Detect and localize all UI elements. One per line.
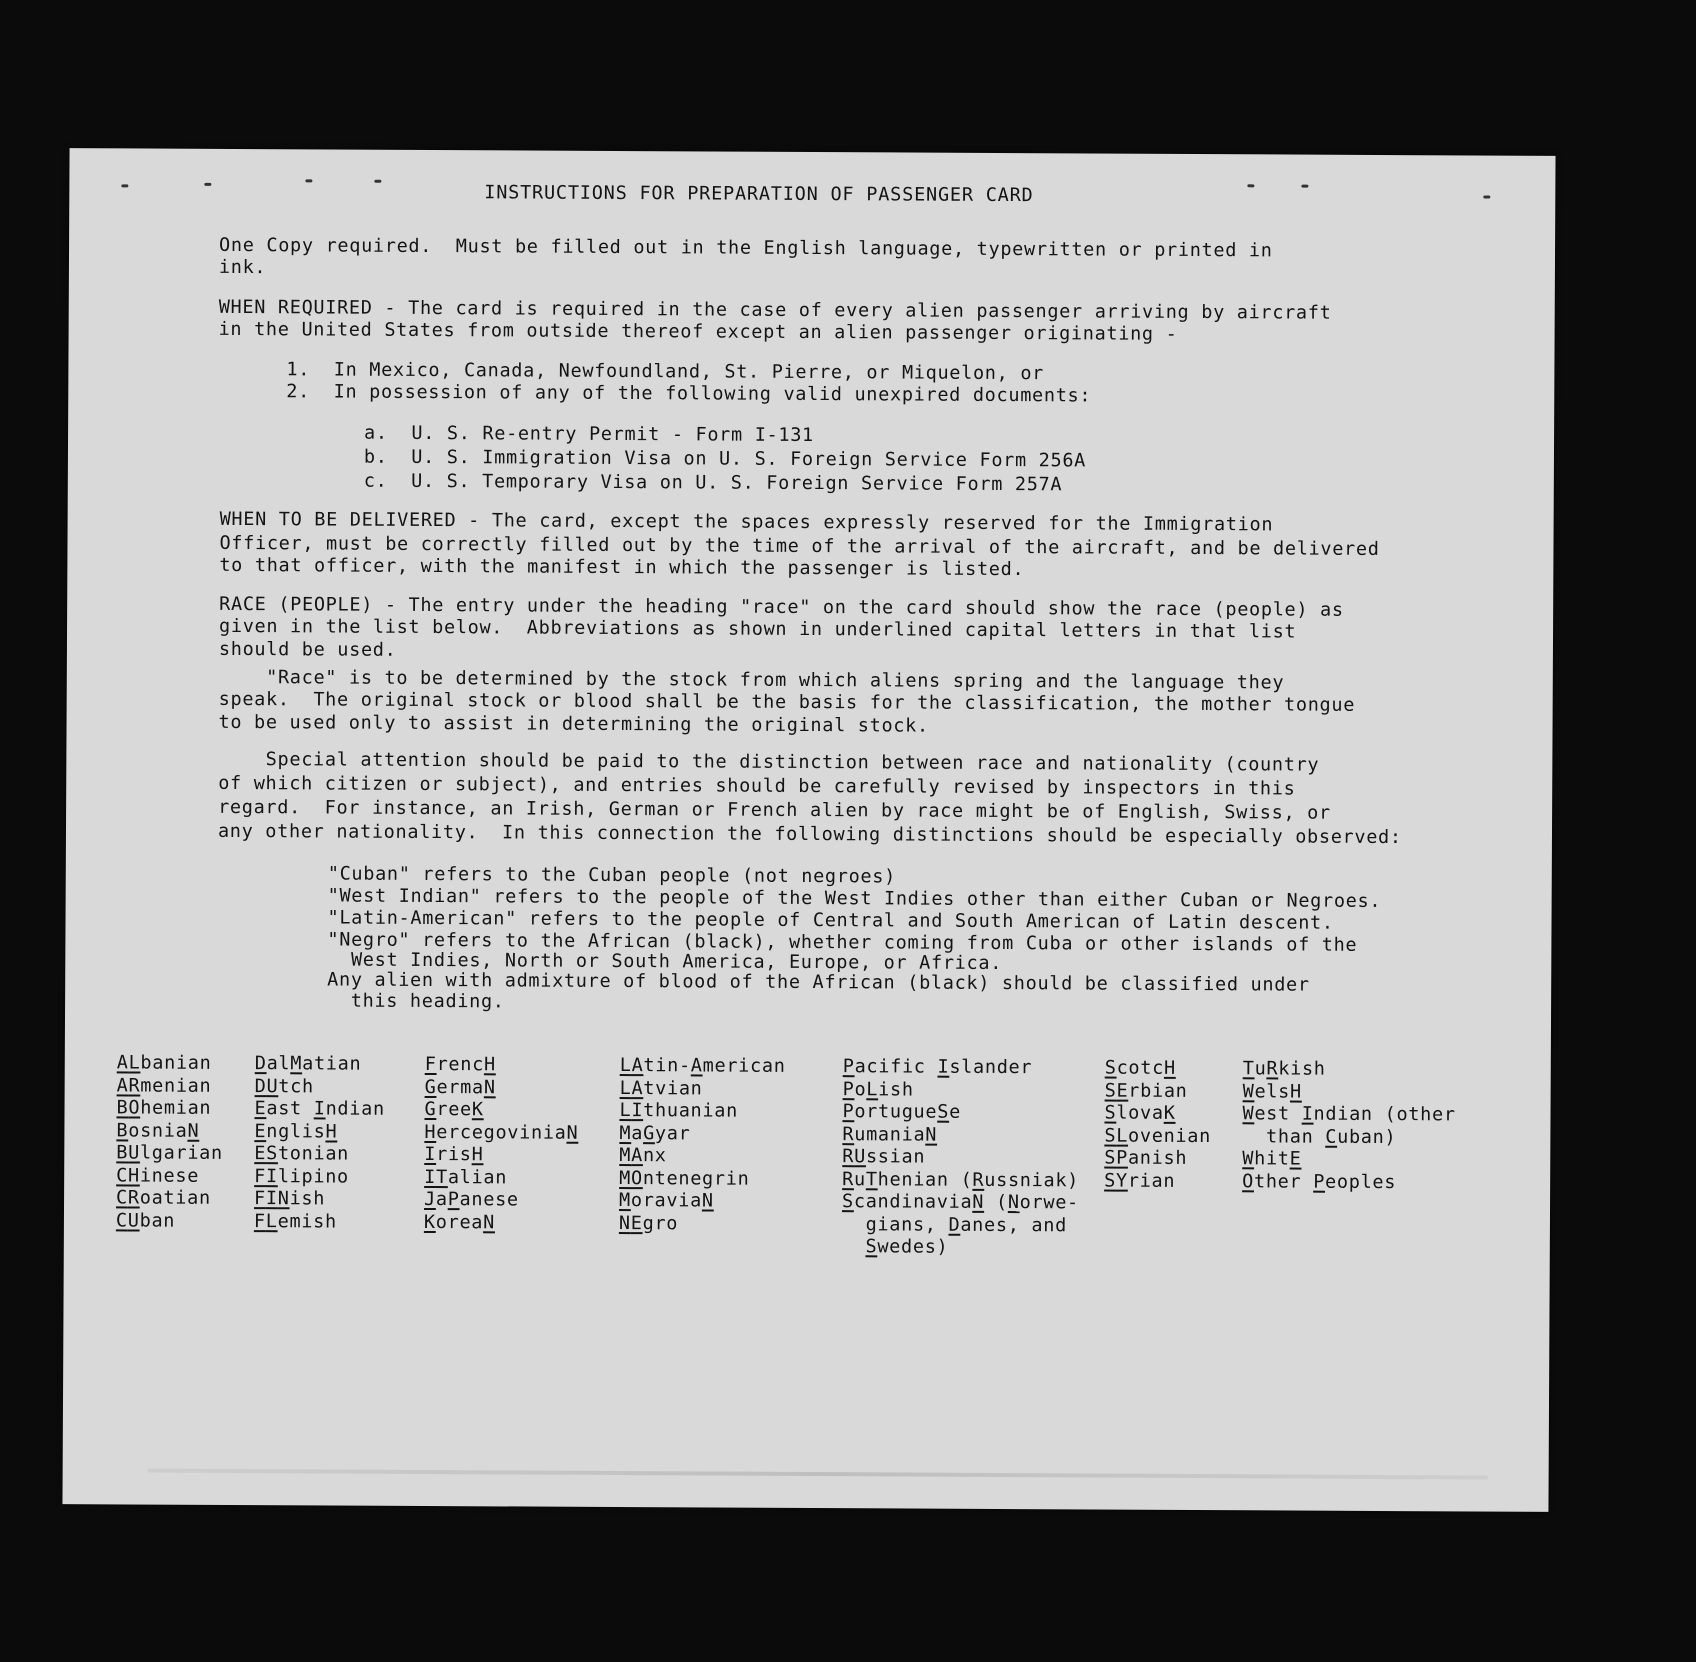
special-attention-line: Special attention should be paid to the distinction between race and nationality (country xyxy=(218,748,1320,776)
race-entry: WhitE xyxy=(1242,1148,1302,1170)
race-entry: FLemish xyxy=(253,1210,337,1233)
special-attention-line: of which citizen or subject), and entries should be carefully revised by inspectors in this xyxy=(218,772,1296,800)
race-entry: ITalian xyxy=(424,1166,508,1188)
race-entry: gians, Danes, and xyxy=(865,1213,1068,1236)
when-required-line: in the United States from outside thereof except an alien passenger originating - xyxy=(218,318,1178,345)
when-delivered-line: Officer, must be correctly filled out by the time of the arrival of the aircraft, and be delivered xyxy=(219,532,1380,560)
race-entry: ScandinaviaN (Norwe- xyxy=(841,1191,1079,1214)
document-page xyxy=(62,148,1555,1512)
race-entry: MoraviaN xyxy=(619,1190,714,1212)
race-entry: TuRkish xyxy=(1242,1058,1326,1080)
distinction-line: this heading. xyxy=(327,990,505,1013)
race-entry: SErbian xyxy=(1104,1080,1188,1102)
race-entry: ARmenian xyxy=(116,1074,212,1097)
race-column-5 xyxy=(842,1056,1080,1260)
race-entry: LAtin-American xyxy=(619,1055,786,1077)
race-line: given in the list below. Abbreviations as shown in underlined capital letters in that list xyxy=(219,615,1297,643)
special-attention-line: regard. For instance, an Irish, German or French alien by race might be of English, Swiss, or xyxy=(218,796,1331,824)
distinction-line: "Cuban" refers to the Cuban people (not negroes) xyxy=(327,863,897,888)
document-item: b. U. S. Immigration Visa on U. S. Foreign Service Form 256A xyxy=(363,446,1087,472)
when-required-line: WHEN REQUIRED - The card is required in the case of every alien passenger arriving by aircraft xyxy=(218,296,1332,324)
distinction-line: West Indies, North or South America, Europe, or Africa. xyxy=(327,949,1003,975)
special-attention-line: any other nationality. In this connection the following distinctions should be especially observed: xyxy=(217,820,1402,849)
race-column-7 xyxy=(1242,1058,1456,1194)
race-entry: WelsH xyxy=(1242,1080,1302,1103)
punch-mark xyxy=(1301,185,1308,188)
race-entry: BosniaN xyxy=(116,1119,200,1142)
race-entry: SLovenian xyxy=(1104,1125,1212,1147)
race-entry: PortugueSe xyxy=(842,1101,962,1123)
document-item: a. U. S. Re-entry Permit - Form I-131 xyxy=(364,422,814,447)
race-entry: BOhemian xyxy=(116,1097,212,1119)
race-column-2 xyxy=(254,1053,385,1234)
distinction-line: Any alien with admixture of blood of the African (black) should be classified under xyxy=(327,969,1310,996)
race-entry: SPanish xyxy=(1104,1147,1188,1169)
race-entry: GermaN xyxy=(424,1076,496,1098)
race-entry: FrencH xyxy=(424,1053,496,1076)
race-entry: MOntenegrin xyxy=(619,1167,750,1190)
document-item: c. U. S. Temporary Visa on U. S. Foreign Service Form 257A xyxy=(363,470,1063,496)
race-entry: JaPanese xyxy=(424,1188,519,1211)
race-entry: ALbanian xyxy=(116,1052,212,1074)
race-column-3 xyxy=(424,1054,579,1235)
exception-item: 1. In Mexico, Canada, Newfoundland, St. Pierre, or Miquelon, or xyxy=(286,359,1045,385)
punch-mark xyxy=(204,183,211,186)
punch-mark xyxy=(305,179,312,182)
race-entry: RumaniaN xyxy=(842,1123,938,1146)
race-entry: BUlgarian xyxy=(116,1142,223,1164)
race-entry: PoLish xyxy=(842,1078,914,1101)
race-entry: EStonian xyxy=(254,1143,350,1165)
race-entry: RuThenian (Russniak) xyxy=(842,1168,1080,1191)
punch-mark xyxy=(1247,184,1254,187)
race-entry: MAnx xyxy=(619,1145,667,1167)
race-entry: DUtch xyxy=(254,1075,314,1097)
race-entry: MaGyar xyxy=(619,1122,691,1144)
race-entry: than Cuban) xyxy=(1266,1125,1397,1148)
race-entry: IrisH xyxy=(424,1143,484,1166)
race-entry: CRoatian xyxy=(116,1187,211,1209)
race-definition-line: speak. The original stock or blood shall be the basis for the classification, the mother tongue xyxy=(218,688,1356,716)
race-entry: SlovaK xyxy=(1104,1102,1176,1124)
when-delivered-line: WHEN TO BE DELIVERED - The card, except the spaces expressly reserved for the Immigration xyxy=(219,508,1274,536)
race-definition-line: "Race" is to be determined by the stock from which aliens spring and the language they xyxy=(218,666,1285,694)
race-entry: FINish xyxy=(254,1188,326,1210)
exception-item: 2. In possession of any of the following valid unexpired documents: xyxy=(286,381,1092,407)
race-entry: CUban xyxy=(115,1209,176,1232)
race-column-1 xyxy=(116,1052,224,1233)
race-entry: FIlipino xyxy=(254,1165,349,1188)
race-line: should be used. xyxy=(218,638,397,661)
intro-line: One Copy required. Must be filled out in the English language, typewritten or printed in xyxy=(218,234,1273,262)
race-column-4 xyxy=(619,1055,786,1236)
race-entry: LAtvian xyxy=(619,1077,703,1099)
punch-mark xyxy=(121,184,128,187)
race-line: RACE (PEOPLE) - The entry under the heading "race" on the card should show the race (people) as xyxy=(219,593,1344,621)
race-entry: Swedes) xyxy=(865,1236,949,1258)
punch-mark xyxy=(1483,196,1490,199)
race-column-6 xyxy=(1104,1058,1211,1194)
race-entry: EnglisH xyxy=(254,1120,338,1143)
race-entry: ScotcH xyxy=(1104,1057,1176,1079)
distinction-line: "Latin-American" refers to the people of Central and South American of Latin descent. xyxy=(327,907,1334,934)
race-entry: HercegoviniaN xyxy=(424,1121,579,1144)
race-entry: SYrian xyxy=(1104,1170,1176,1192)
distinction-line: "Negro" refers to the African (black), whether coming from Cuba or other islands of the xyxy=(327,929,1358,956)
race-entry: CHinese xyxy=(116,1164,200,1187)
race-entry: Pacific Islander xyxy=(842,1056,1033,1079)
document-title: INSTRUCTIONS FOR PREPARATION OF PASSENGER CARD xyxy=(484,182,1034,207)
race-entry: East Indian xyxy=(254,1098,385,1120)
race-entry: LIthuanian xyxy=(619,1100,739,1122)
race-entry: GreeK xyxy=(424,1098,484,1121)
when-delivered-line: to that officer, with the manifest in which the passenger is listed. xyxy=(219,554,1025,581)
faint-bleed-through-line xyxy=(148,1469,1488,1480)
distinction-line: "West Indian" refers to the people of the West Indies other than either Cuban or Negroes. xyxy=(327,885,1382,912)
race-entry: DalMatian xyxy=(254,1053,362,1075)
race-entry: RUssian xyxy=(842,1146,926,1168)
punch-mark xyxy=(374,180,381,183)
race-entry: West Indian (other xyxy=(1242,1103,1456,1126)
race-entry: Other Peoples xyxy=(1242,1170,1397,1193)
intro-line: ink. xyxy=(218,256,267,279)
race-definition-line: to be used only to assist in determining the original stock. xyxy=(218,711,929,737)
race-entry: KoreaN xyxy=(423,1211,496,1233)
race-entry: NEgro xyxy=(618,1212,679,1234)
